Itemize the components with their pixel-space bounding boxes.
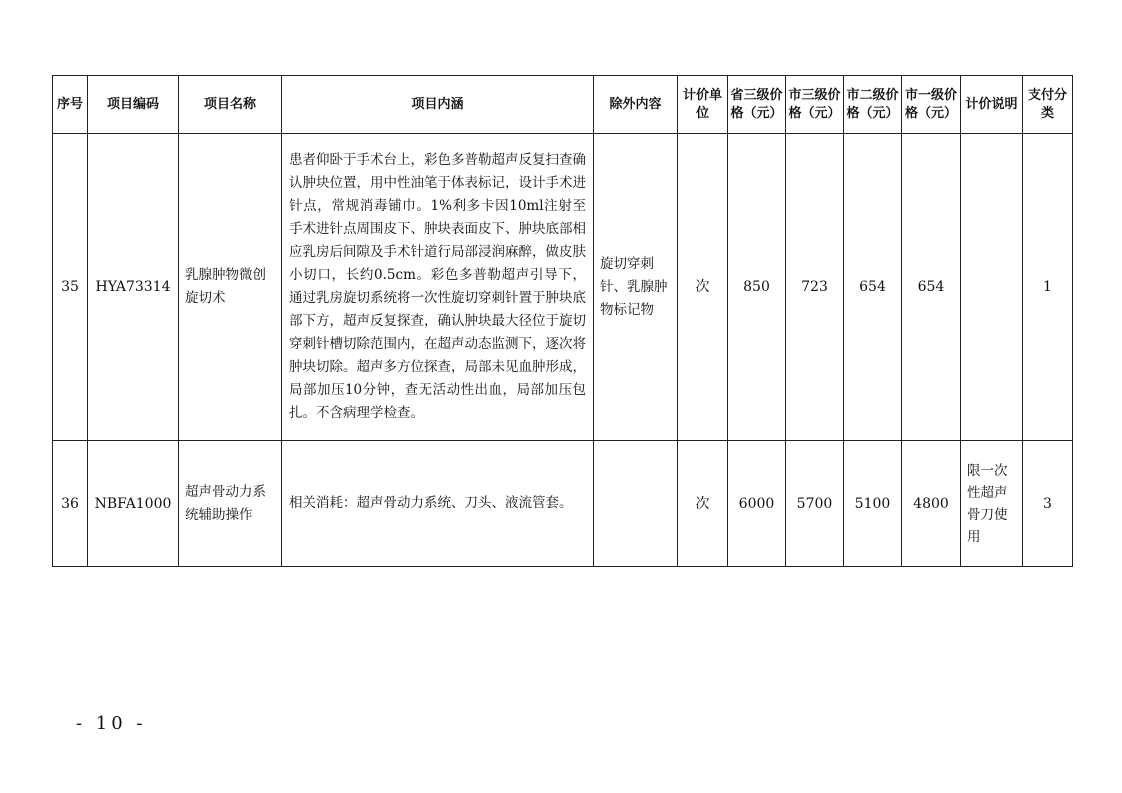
cell-province3-price: 850 — [728, 134, 786, 441]
cell-city2-price: 654 — [844, 134, 902, 441]
cell-unit: 次 — [678, 134, 728, 441]
cell-name: 乳腺肿物微创旋切术 — [179, 134, 282, 441]
cell-excluded — [594, 441, 678, 567]
cell-content: 相关消耗：超声骨动力系统、刀头、液流管套。 — [282, 441, 594, 567]
table-body — [53, 134, 1073, 567]
cell-province3-price: 6000 — [728, 441, 786, 567]
cell-note — [961, 134, 1023, 441]
cell-name: 超声骨动力系统辅助操作 — [179, 441, 282, 567]
page-number: - 10 - — [76, 713, 147, 734]
cell-content: 患者仰卧于手术台上，彩色多普勒超声反复扫查确认肿块位置，用中性油笔于体表标记，设计手术进针点，常规消毒铺巾。1%利多卡因10ml注射至手术进针点周围皮下、肿块表面皮下、肿块底部相应乳房后间隙及手术针道行局部浸润麻醉，做皮肤小切口，长约0.5cm。彩色多普勒超声引导下，通过乳房旋切系统将一次性旋切穿刺针置于肿块底部下方，超声反复探查，确认肿块最大径位于旋切穿刺针槽切除范围内，在超声动态监测下，逐次将肿块切除。超声多方位探查，局部未见血肿形成，局部加压10分钟，查无活动性出血，局部加压包扎。不含病理学检查。 — [282, 134, 594, 441]
pricing-table — [52, 75, 1073, 567]
cell-city1-price: 654 — [902, 134, 961, 441]
table-header — [53, 76, 1073, 134]
header-city3-price: 市三级价格（元） — [786, 76, 844, 134]
cell-city1-price: 4800 — [902, 441, 961, 567]
cell-city3-price: 5700 — [786, 441, 844, 567]
header-code: 项目编码 — [88, 76, 179, 134]
table-row — [53, 134, 1073, 441]
header-name: 项目名称 — [179, 76, 282, 134]
cell-city3-price: 723 — [786, 134, 844, 441]
cell-city2-price: 5100 — [844, 441, 902, 567]
cell-payment: 3 — [1023, 441, 1073, 567]
header-seq: 序号 — [53, 76, 88, 134]
header-excluded: 除外内容 — [594, 76, 678, 134]
cell-unit: 次 — [678, 441, 728, 567]
table-row — [53, 441, 1073, 567]
cell-excluded: 旋切穿刺针、乳腺肿物标记物 — [594, 134, 678, 441]
header-city2-price: 市二级价格（元） — [844, 76, 902, 134]
cell-note: 限一次性超声骨刀使用 — [961, 441, 1023, 567]
cell-seq: 36 — [53, 441, 88, 567]
cell-code: NBFA1000 — [88, 441, 179, 567]
header-payment: 支付分类 — [1023, 76, 1073, 134]
cell-seq: 35 — [53, 134, 88, 441]
cell-code: HYA73314 — [88, 134, 179, 441]
cell-payment: 1 — [1023, 134, 1073, 441]
header-unit: 计价单位 — [678, 76, 728, 134]
header-row — [53, 76, 1073, 134]
header-content: 项目内涵 — [282, 76, 594, 134]
header-province3-price: 省三级价格（元） — [728, 76, 786, 134]
header-note: 计价说明 — [961, 76, 1023, 134]
header-city1-price: 市一级价格（元） — [902, 76, 961, 134]
